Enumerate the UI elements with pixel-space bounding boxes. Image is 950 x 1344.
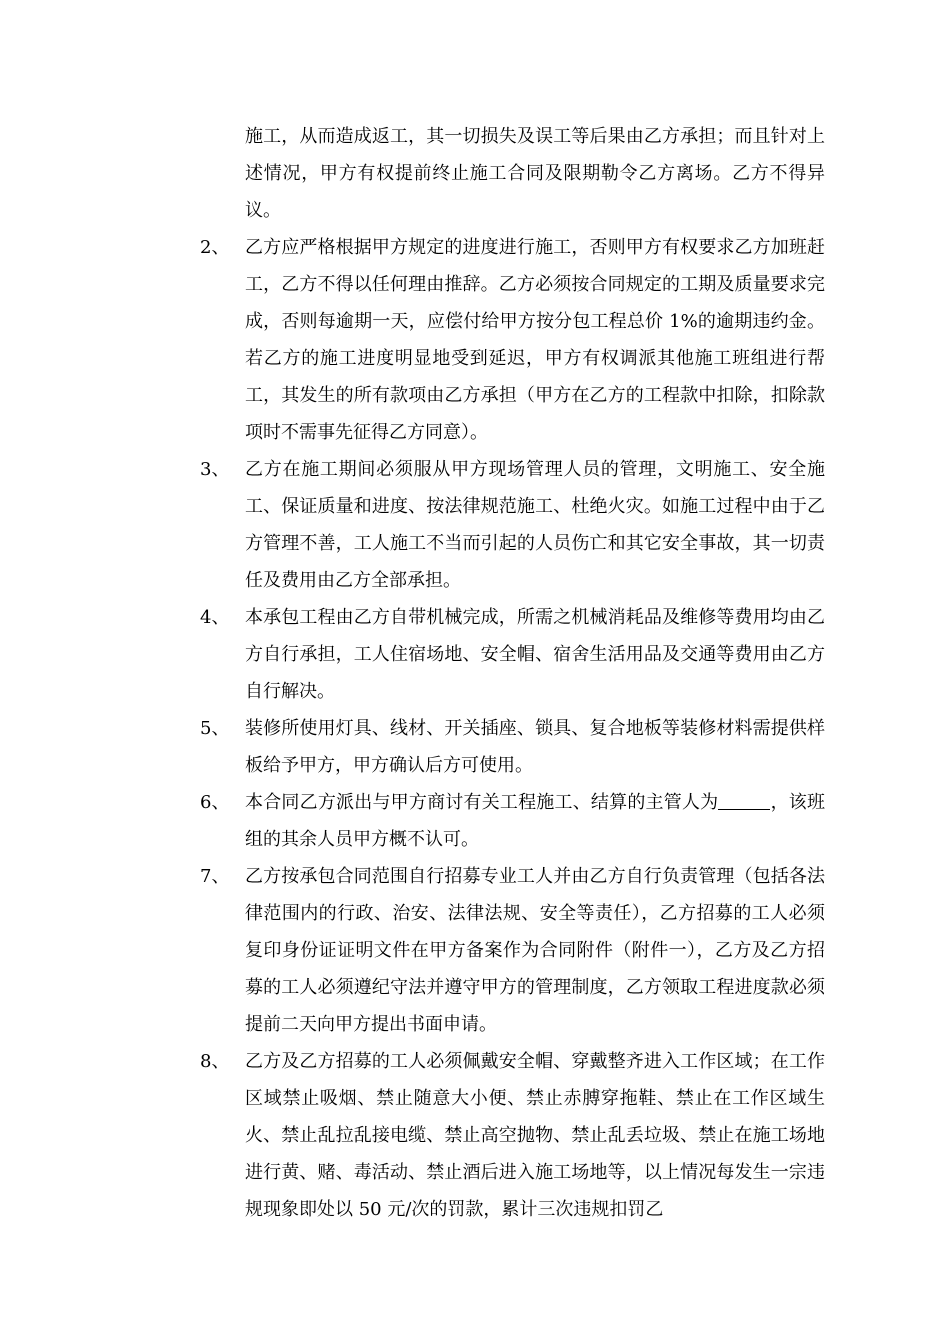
clause-text: 乙方按承包合同范围自行招募专业工人并由乙方自行负责管理（包括各法律范围内的行政、治安、法律法规、安全等责任），乙方招募的工人必须复印身份证证明文件在甲方备案作为合同附件（附件一），乙方及乙方招募的工人必须遵纪守法并遵守甲方的管理制度，乙方领取工程进度款必须提前二天向甲方提出书面申请。 [245,866,825,1035]
clause-text-before: 本合同乙方派出与甲方商讨有关工程施工、结算的主管人为 [245,792,719,813]
clause-8 [0,1043,950,1228]
clause-2 [0,229,950,451]
clause-text-after: ，该班组的其余人员甲方概不认可。 [245,792,826,850]
clause-number: 7、 [200,866,230,887]
clause-continuation [0,118,950,229]
clause-text: 装修所使用灯具、线材、开关插座、锁具、复合地板等装修材料需提供样板给予甲方，甲方确认后方可使用。 [245,718,825,776]
clause-text [245,784,825,858]
clause-7 [0,858,950,1043]
clause-list [0,118,950,1228]
clause-text: 施工，从而造成返工，其一切损失及误工等后果由乙方承担；而且针对上述情况，甲方有权提前终止施工合同及限期勒令乙方离场。乙方不得异议。 [245,126,825,221]
clause-text: 乙方在施工期间必须服从甲方现场管理人员的管理，文明施工、安全施工、保证质量和进度、按法律规范施工、杜绝火灾。如施工过程中由于乙方管理不善，工人施工不当而引起的人员伤亡和其它安全事故，其一切责任及费用由乙方全部承担。 [245,459,825,591]
clause-number: 5、 [200,718,230,739]
clause-4 [0,599,950,710]
clause-number: 2、 [200,237,230,258]
fill-in-blank [718,791,770,810]
clause-text: 乙方应严格根据甲方规定的进度进行施工，否则甲方有权要求乙方加班赶工，乙方不得以任何理由推辞。乙方必须按合同规定的工期及质量要求完成，否则每逾期一天，应偿付给甲方按分包工程总价 1%的逾期违约金。若乙方的施工进度明显地受到延迟，甲方有权调派其他施工班组进行帮工，其发生的所有款项由乙方承担（甲方在乙方的工程款中扣除，扣除款项时不需事先征得乙方同意）。 [245,237,825,443]
clause-6 [0,784,950,858]
clause-text: 乙方及乙方招募的工人必须佩戴安全帽、穿戴整齐进入工作区域；在工作区域禁止吸烟、禁止随意大小便、禁止赤膊穿拖鞋、禁止在工作区域生火、禁止乱拉乱接电缆、禁止高空抛物、禁止乱丢垃圾、禁止在施工场地进行黄、赌、毒活动、禁止酒后进入施工场地等，以上情况每发生一宗违规现象即处以 50 元/次的罚款，累计三次违规扣罚乙 [245,1051,825,1220]
clause-number: 6、 [200,792,230,813]
clause-text: 本承包工程由乙方自带机械完成，所需之机械消耗品及维修等费用均由乙方自行承担，工人住宿场地、安全帽、宿舍生活用品及交通等费用由乙方自行解决。 [245,607,825,702]
clause-3 [0,451,950,599]
clause-number: 4、 [200,607,230,628]
clause-5 [0,710,950,784]
clause-number: 8、 [200,1051,230,1072]
clause-number: 3、 [200,459,230,480]
